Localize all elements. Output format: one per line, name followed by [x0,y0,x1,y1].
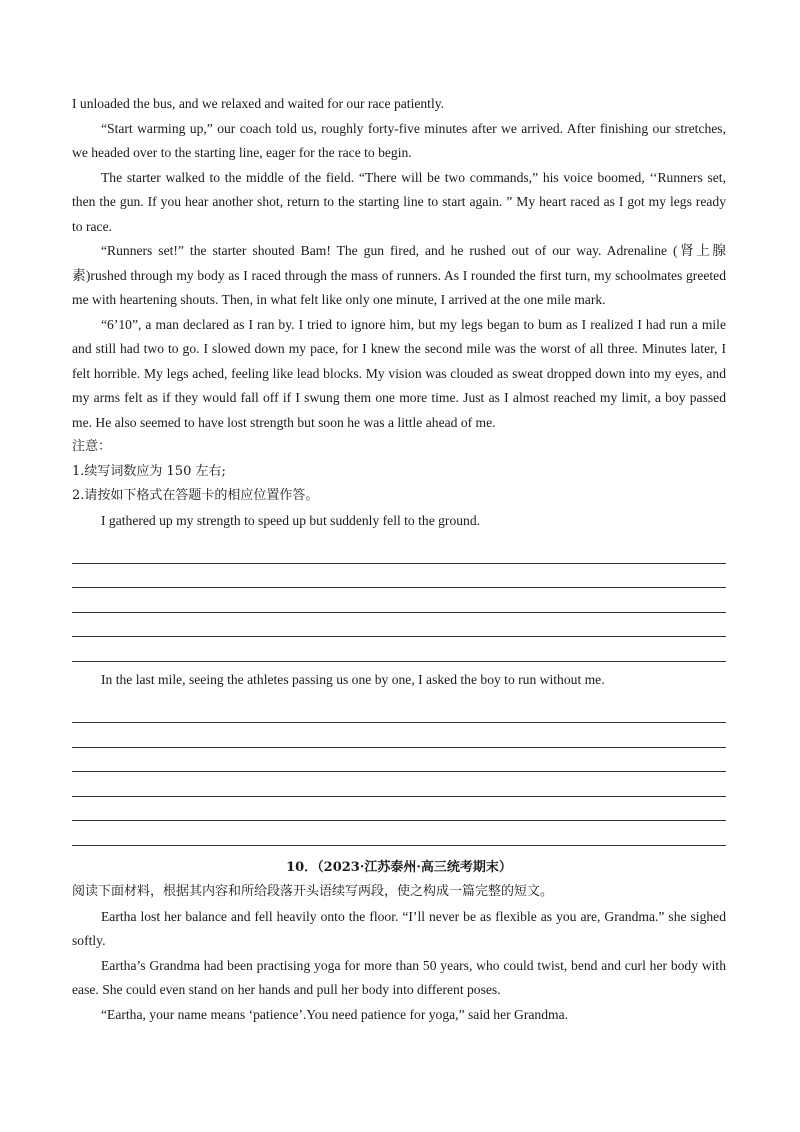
answer-line[interactable] [72,539,726,564]
answer-line[interactable] [72,564,726,589]
paragraph: “Eartha, your name means ‘patience’.You need patience for yoga,” said her Grandma. [101,1006,569,1022]
answer-line[interactable] [72,772,726,797]
answer-line[interactable] [72,821,726,846]
question-heading: 10．（2023·江苏泰州·高三统考期末） [286,860,512,876]
answer-line[interactable] [72,797,726,822]
document-page [72,92,726,1027]
paragraph: I unloaded the bus, and we relaxed and waited for our race patiently. [72,96,445,111]
paragraph: Eartha’s Grandma had been practising yoga for more than 50 years, who could twist, bend and curl her body with ease. She could even stand on her hands and pull her body into different poses. [72,957,726,998]
answer-line[interactable] [72,748,726,773]
answer-line[interactable] [72,698,726,723]
paragraph: “Start warming up,” our coach told us, roughly forty-five minutes after we arrived. After finishing our stretches, we headed over to the starting line, eager for the race to begin. [72,120,726,160]
answer-line[interactable] [72,637,726,662]
answer-lines-two [72,698,726,846]
answer-line[interactable] [72,613,726,638]
paragraph: “6’10”, a man declared as I ran by. I tried to ignore him, but my legs began to bum as I realized I had run a mile and still had two to go. I slowed down my pace, for I knew the second mile was the worst of all three. Minutes later, I felt horrible. My legs ached, feeling like lead blocks. My vision was clouded as sweat dropped down into my eyes, and my arms felt as if they would fall off if I swung them one more time. Just as I almost reached my limit, a boy passed me. He also seemed to have lost strength but soon he was a little ahead of me. [72,316,726,430]
notes-title: 注意： [72,439,112,454]
paragraph: “Runners set!” the starter shouted Bam! The gun fired, and he rushed out of our way. Adrenaline (肾上腺素)rushed through my body as I raced through the mass of runners. As I rounded the first turn, my schoolmates greeted me with heartening shouts. Then, in what felt like only one minute, I arrived at the one mile mark. [72,243,726,307]
note-item: 1.续写词数应为 150 左右; [72,463,226,479]
answer-lines-one [72,539,726,662]
answer-line[interactable] [72,723,726,748]
answer-line[interactable] [72,588,726,613]
note-item: 2.请按如下格式在答题卡的相应位置作答。 [72,488,319,503]
question-instruction: 阅读下面材料，根据其内容和所给段落开头语续写两段，使之构成一篇完整的短文。 [72,884,554,900]
continuation-lead-one: I gathered up my strength to speed up but suddenly fell to the ground. [101,512,481,528]
paragraph: Eartha lost her balance and fell heavily onto the floor. “I’ll never be as flexible as you are, Grandma.” she sighed softly. [72,908,726,949]
paragraph: The starter walked to the middle of the field. “There will be two commands,” his voice boomed, ‘‘Runners set, then the gun. If you hear another shot, return to the starting line to start again. ” My heart raced as I got my legs ready to race. [72,169,726,234]
continuation-lead-two: In the last mile, seeing the athletes passing us one by one, I asked the boy to run without me. [101,671,605,687]
